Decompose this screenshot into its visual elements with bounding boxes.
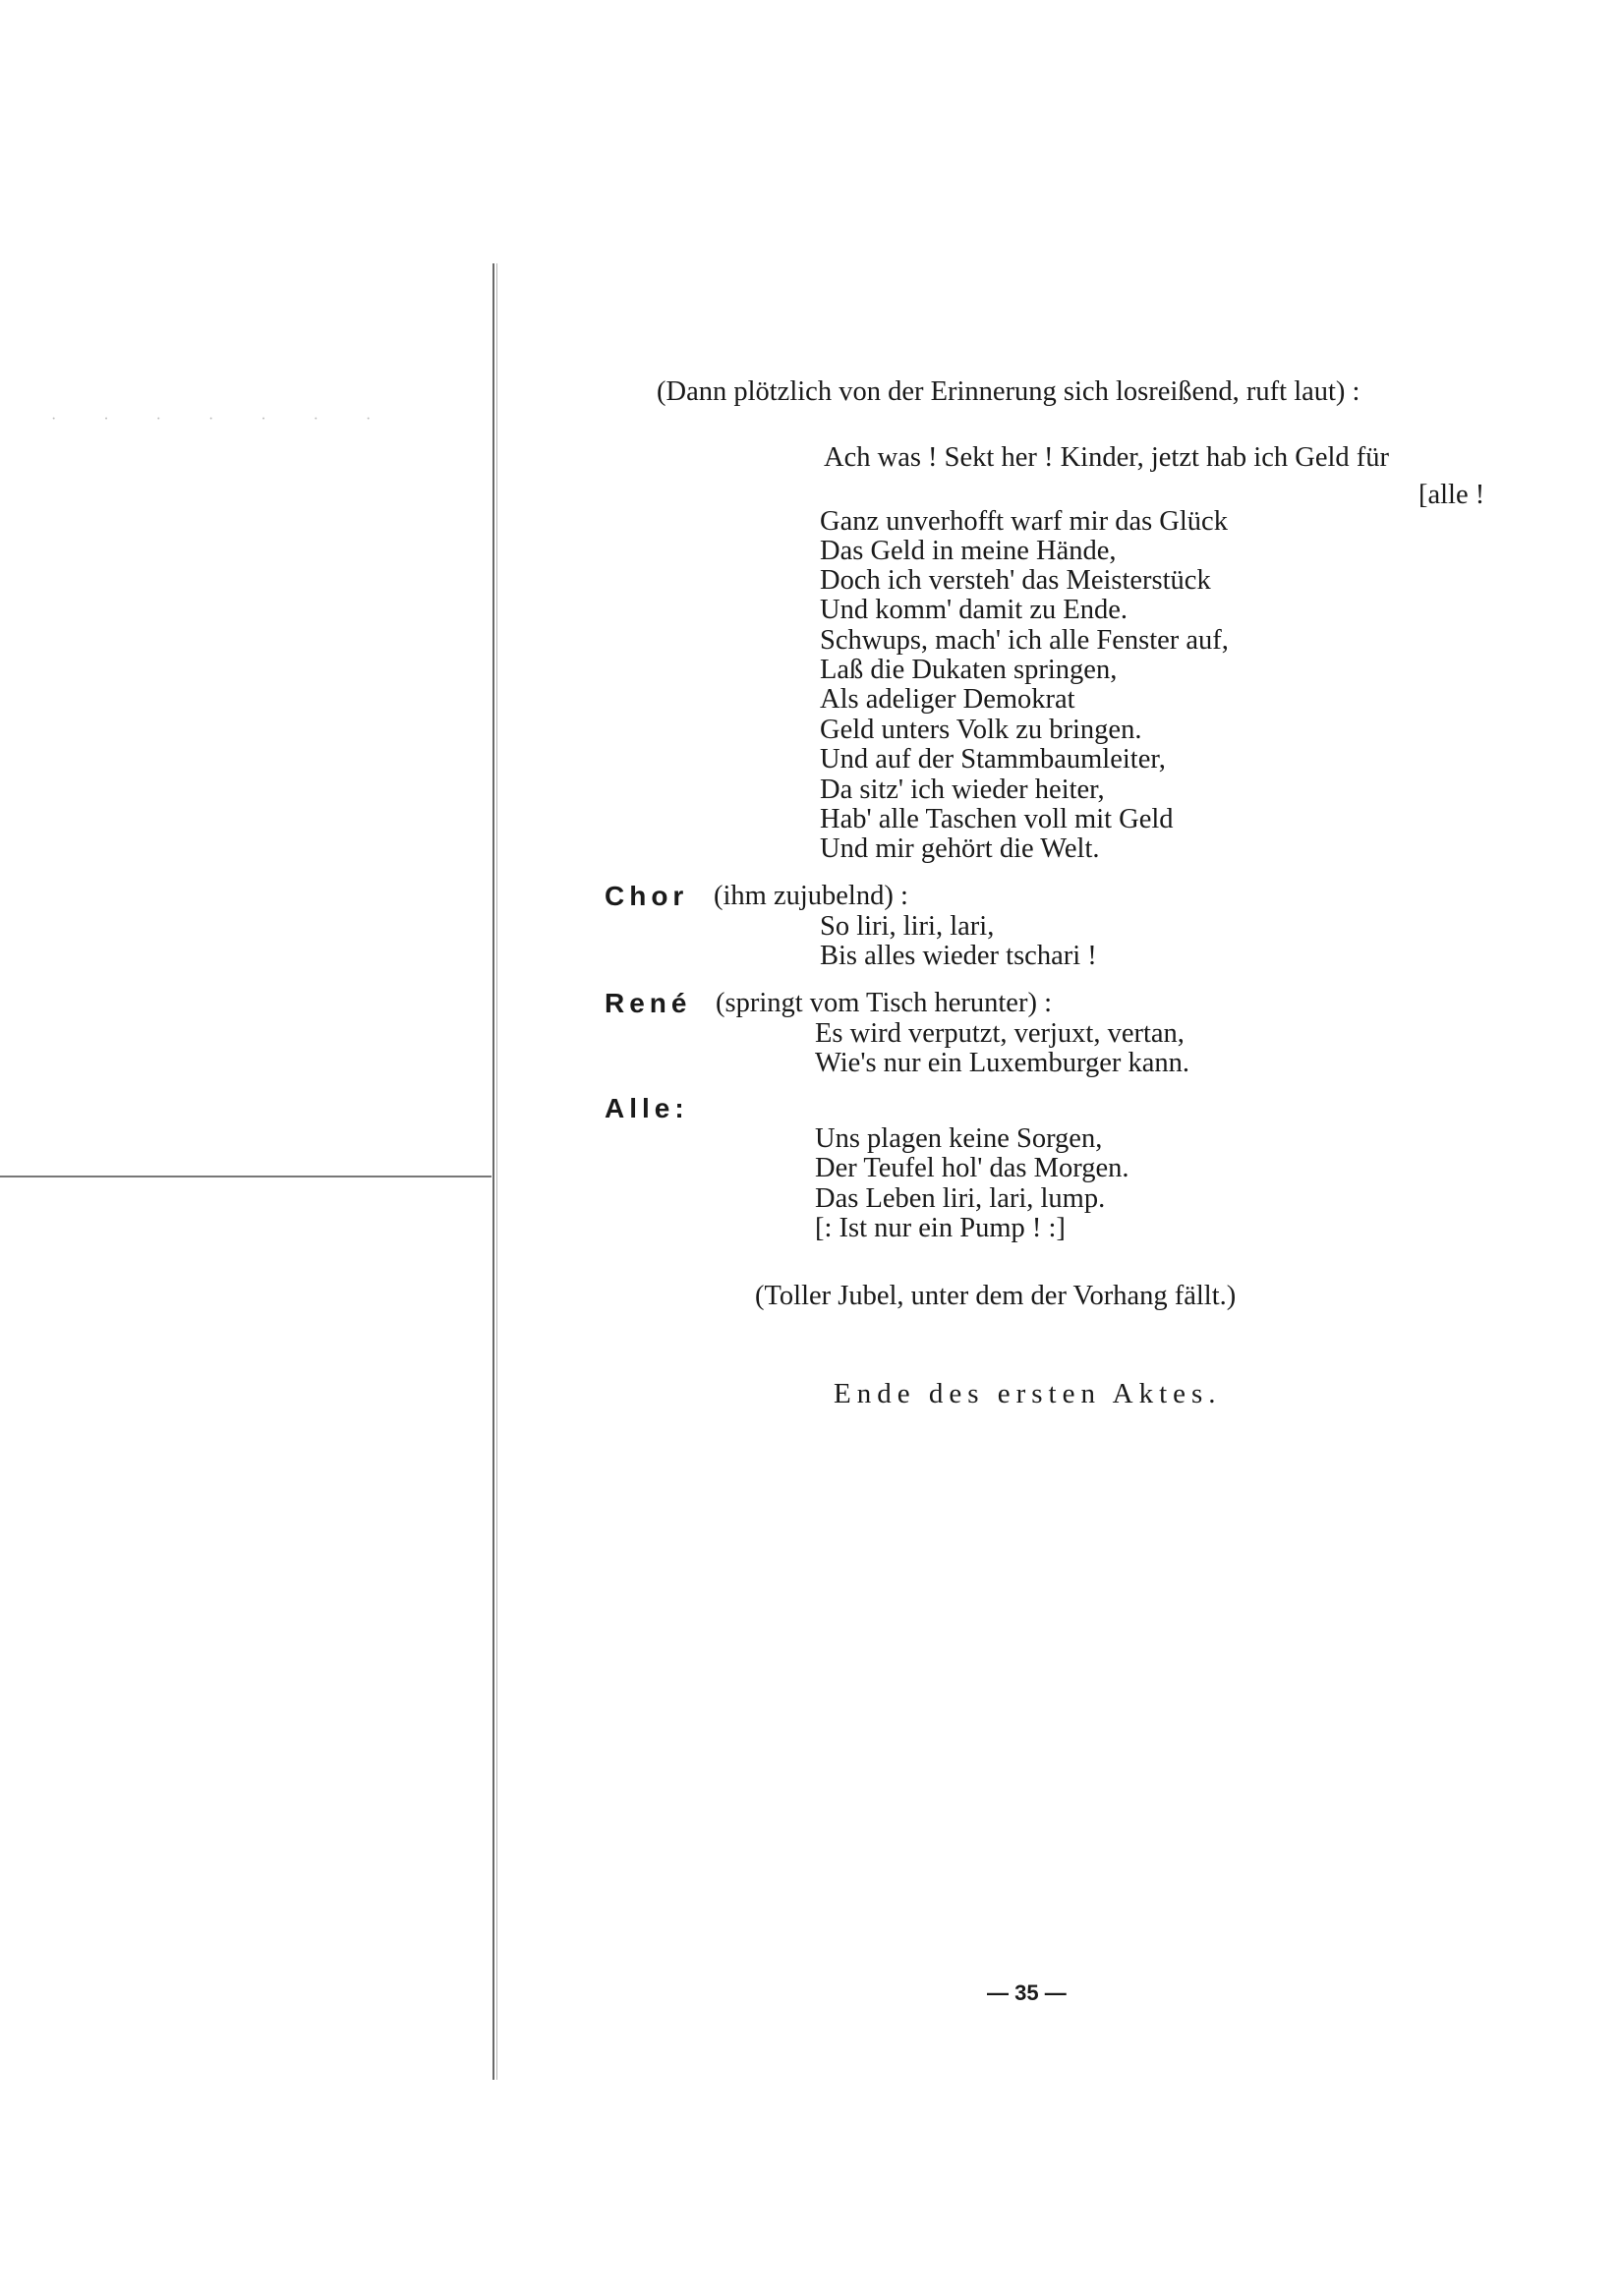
speaker-alle: Alle:: [605, 1093, 689, 1123]
stage-direction-chor: (ihm zujubelnd) :: [714, 881, 908, 911]
song-line: Das Geld in meine Hände,: [820, 536, 1117, 566]
song-line: Und auf der Stammbaumleiter,: [820, 744, 1166, 775]
chor-line: So liri, liri, lari,: [820, 911, 995, 942]
alle-line: Uns plagen keine Sorgen,: [815, 1123, 1103, 1154]
song-line-1-continuation: [alle !: [1418, 480, 1485, 510]
stage-direction-end: (Toller Jubel, unter dem der Vorhang fällt.): [755, 1281, 1237, 1311]
song-line: Laß die Dukaten springen,: [820, 655, 1118, 685]
song-line: Geld unters Volk zu bringen.: [820, 715, 1142, 745]
fold-line: [0, 1176, 492, 1177]
speaker-chor: Chor: [605, 881, 689, 911]
rene-line: Wie's nur ein Luxemburger kann.: [815, 1048, 1189, 1078]
binding-edge-shadow: [496, 263, 497, 2080]
act-end-heading: Ende des ersten Aktes.: [834, 1378, 1222, 1409]
song-line: Und mir gehört die Welt.: [820, 833, 1100, 864]
song-line: Und komm' damit zu Ende.: [820, 595, 1128, 625]
speaker-rene: René: [605, 988, 692, 1018]
scan-noise: · · · · · · ·: [51, 411, 393, 428]
chor-line: Bis alles wieder tschari !: [820, 941, 1097, 971]
song-line: Schwups, mach' ich alle Fenster auf,: [820, 625, 1229, 656]
alle-line: Das Leben liri, lari, lump.: [815, 1183, 1106, 1214]
alle-line: Der Teufel hol' das Morgen.: [815, 1153, 1129, 1183]
song-line-1: Ach was ! Sekt her ! Kinder, jetzt hab ich Geld für: [824, 442, 1389, 473]
binding-edge: [492, 263, 494, 2080]
song-line: Hab' alle Taschen voll mit Geld: [820, 804, 1174, 834]
alle-line: [: Ist nur ein Pump ! :]: [815, 1213, 1066, 1243]
rene-line: Es wird verputzt, verjuxt, vertan,: [815, 1018, 1185, 1049]
song-line: Doch ich versteh' das Meisterstück: [820, 565, 1211, 596]
stage-direction-rene: (springt vom Tisch herunter) :: [716, 988, 1052, 1018]
song-line: Ganz unverhofft warf mir das Glück: [820, 506, 1228, 537]
stage-direction-top: (Dann plötzlich von der Erinnerung sich losreißend, ruft laut) :: [657, 376, 1360, 407]
song-line: Als adeliger Demokrat: [820, 684, 1075, 715]
page-number: — 35 —: [987, 1980, 1067, 2005]
song-line: Da sitz' ich wieder heiter,: [820, 775, 1105, 805]
